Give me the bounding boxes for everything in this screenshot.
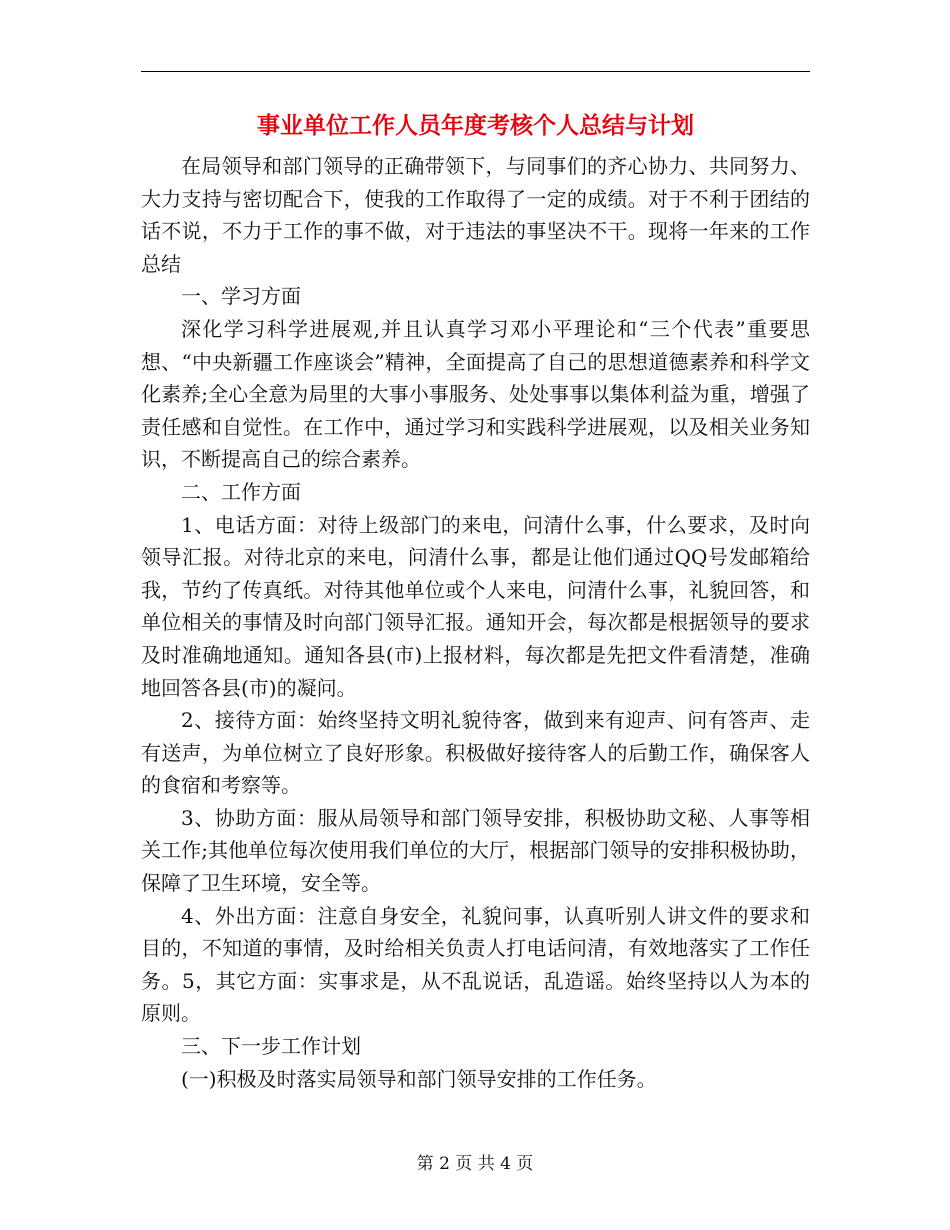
header-rule: [141, 71, 810, 72]
paragraph-phone: 1、电话方面：对待上级部门的来电，问清什么事，什么要求，及时向领导汇报。对待北京的来电，问清什么事，都是让他们通过QQ号发邮箱给我，节约了传真纸。对待其他单位或个人来电，问清什么事，礼貌回答，和单位相关的事情及时向部门领导汇报。通知开会，每次都是根据领导的要求及时准确地通知。通知各县(市)上报材料，每次都是先把文件看清楚，准确地回答各县(市)的凝问。: [141, 512, 810, 700]
paragraph-study: 深化学习科学进展观,并且认真学习邓小平理论和“三个代表”重要思想、“中央新疆工作座谈会”精神，全面提高了自己的思想道德素养和科学文化素养;全心全意为局里的大事小事服务、处处事事以集体利益为重，增强了责任感和自觉性。在工作中，通过学习和实践科学进展观，以及相关业务知识，不断提高自己的综合素养。: [141, 316, 810, 472]
section-heading-study: 一、学习方面: [181, 284, 301, 309]
page-number: 第 2 页 共 4 页: [416, 1154, 534, 1174]
document-body: [141, 150, 810, 1095]
section-heading-plan: 三、下一步工作计划: [181, 1034, 361, 1059]
paragraph-assistance: 3、协助方面：服从局领导和部门领导安排，积极协助文秘、人事等相关工作;其他单位每次使用我们单位的大厅，根据部门领导的安排积极协助，保障了卫生环境，安全等。: [141, 805, 810, 896]
section-heading-work: 二、工作方面: [181, 479, 301, 504]
document-title: 事业单位工作人员年度考核个人总结与计划: [257, 112, 694, 139]
paragraph-intro: 在局领导和部门领导的正确带领下，与同事们的齐心协力、共同努力、大力支持与密切配合下，使我的工作取得了一定的成绩。对于不利于团结的话不说，不力于工作的事不做，对于违法的事坚决不干。现将一年来的工作总结: [141, 154, 810, 276]
paragraph-outing: 4、外出方面：注意自身安全，礼貌问事，认真听别人讲文件的要求和目的，不知道的事情，及时给相关负责人打电话问清，有效地落实了工作任务。5，其它方面：实事求是，从不乱说话，乱造谣。始终坚持以人为本的原则。: [141, 903, 810, 1026]
paragraph-reception: 2、接待方面：始终坚持文明礼貌待客，做到来有迎声、问有答声、走有送声，为单位树立了良好形象。积极做好接待客人的后勤工作，确保客人的食宿和考察等。: [141, 708, 810, 798]
paragraph-plan-1: (一)积极及时落实局领导和部门领导安排的工作任务。: [181, 1066, 657, 1091]
